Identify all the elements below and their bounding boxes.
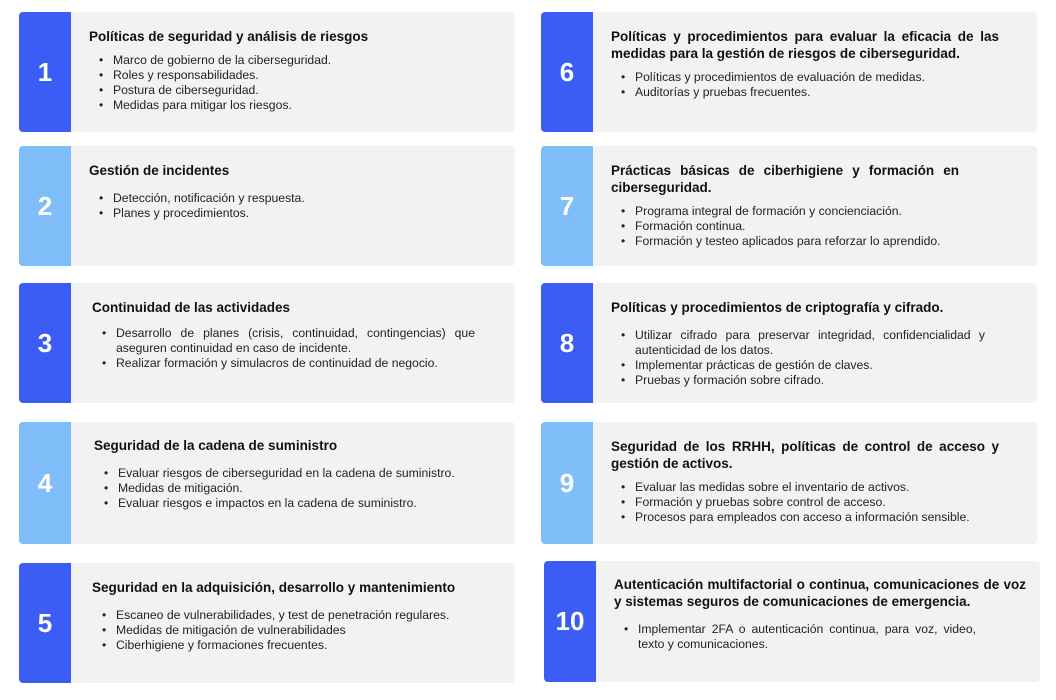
- card-title: Prácticas básicas de ciberhigiene y formación en ciberseguridad.: [611, 163, 959, 195]
- card-number-badge: 8: [541, 283, 593, 403]
- list-item: • Desarrollo de planes (crisis, continuidad, contingencias) que aseguren continuidad en caso de incidente.: [116, 326, 475, 356]
- card-3: [19, 283, 515, 403]
- list-item: • Formación continua.: [635, 219, 959, 234]
- card-title: Gestión de incidentes: [89, 163, 230, 178]
- card-number-badge: 6: [541, 12, 593, 132]
- card-number-badge: 2: [19, 146, 71, 266]
- list-item: • Detección, notificación y respuesta.: [113, 191, 501, 206]
- card-number-badge: 7: [541, 146, 593, 266]
- card-number-badge: 3: [19, 283, 71, 403]
- list-item: • Políticas y procedimientos de evaluación de medidas.: [635, 70, 999, 85]
- card-list: [614, 622, 1026, 652]
- list-item: • Formación y pruebas sobre control de acceso.: [635, 495, 999, 510]
- list-item: • Implementar prácticas de gestión de claves.: [635, 358, 985, 373]
- card-title: Políticas y procedimientos de criptografía y cifrado.: [611, 300, 944, 315]
- card-list: [611, 70, 999, 100]
- card-number-badge: 1: [19, 12, 71, 132]
- list-item: • Planes y procedimientos.: [113, 206, 501, 221]
- card-title: Políticas de seguridad y análisis de riesgos: [89, 29, 369, 44]
- card-4: [19, 422, 515, 544]
- list-item: • Evaluar las medidas sobre el inventario de activos.: [635, 480, 999, 495]
- card-number-badge: 4: [19, 422, 71, 544]
- list-item: • Medidas de mitigación.: [118, 481, 501, 496]
- card-list: [611, 480, 999, 525]
- card-list: [92, 608, 501, 653]
- list-item: • Marco de gobierno de la ciberseguridad.: [113, 53, 501, 68]
- list-item: • Pruebas y formación sobre cifrado.: [635, 373, 985, 388]
- card-9: [541, 422, 1037, 544]
- card-8: [541, 283, 1037, 403]
- card-5: [19, 563, 515, 683]
- card-1: [19, 12, 515, 132]
- card-list: [611, 204, 959, 249]
- list-item: • Utilizar cifrado para preservar integridad, confidencialidad y autenticidad de los datos.: [635, 328, 985, 358]
- card-2: [19, 146, 515, 266]
- card-list: [94, 466, 501, 511]
- card-title: Seguridad en la adquisición, desarrollo y mantenimiento: [92, 580, 456, 595]
- list-item: • Realizar formación y simulacros de continuidad de negocio.: [116, 356, 475, 371]
- list-item: • Roles y responsabilidades.: [113, 68, 501, 83]
- list-item: • Ciberhigiene y formaciones frecuentes.: [116, 638, 501, 653]
- list-item: • Medidas de mitigación de vulnerabilidades: [116, 623, 501, 638]
- card-title: Políticas y procedimientos para evaluar la eficacia de las medidas para la gestión de riesgos de ciberseguridad.: [611, 29, 999, 61]
- card-10: [544, 561, 1040, 682]
- card-number-badge: 9: [541, 422, 593, 544]
- card-list: [89, 191, 501, 221]
- card-title: Seguridad de la cadena de suministro: [94, 438, 338, 453]
- card-title: Seguridad de los RRHH, políticas de control de acceso y gestión de activos.: [611, 439, 999, 471]
- list-item: • Escaneo de vulnerabilidades, y test de penetración regulares.: [116, 608, 501, 623]
- list-item: • Implementar 2FA o autenticación continua, para voz, video, texto y comunicaciones.: [638, 622, 976, 652]
- card-7: [541, 146, 1037, 266]
- card-number-badge: 5: [19, 563, 71, 683]
- list-item: • Auditorías y pruebas frecuentes.: [635, 85, 999, 100]
- card-list: [89, 53, 501, 113]
- card-title: Continuidad de las actividades: [92, 300, 291, 315]
- card-6: [541, 12, 1037, 132]
- list-item: • Medidas para mitigar los riesgos.: [113, 98, 501, 113]
- list-item: • Evaluar riesgos e impactos en la cadena de suministro.: [118, 496, 501, 511]
- card-list: [92, 326, 475, 371]
- list-item: • Postura de ciberseguridad.: [113, 83, 501, 98]
- list-item: • Procesos para empleados con acceso a información sensible.: [635, 510, 999, 525]
- list-item: • Formación y testeo aplicados para reforzar lo aprendido.: [635, 234, 959, 249]
- card-number-badge: 10: [544, 561, 596, 682]
- list-item: • Programa integral de formación y concienciación.: [635, 204, 959, 219]
- card-list: [611, 328, 985, 388]
- card-title: Autenticación multifactorial o continua, comunicaciones de voz y sistemas seguros de comunicaciones de emergencia.: [614, 577, 1026, 609]
- list-item: • Evaluar riesgos de ciberseguridad en la cadena de suministro.: [118, 466, 501, 481]
